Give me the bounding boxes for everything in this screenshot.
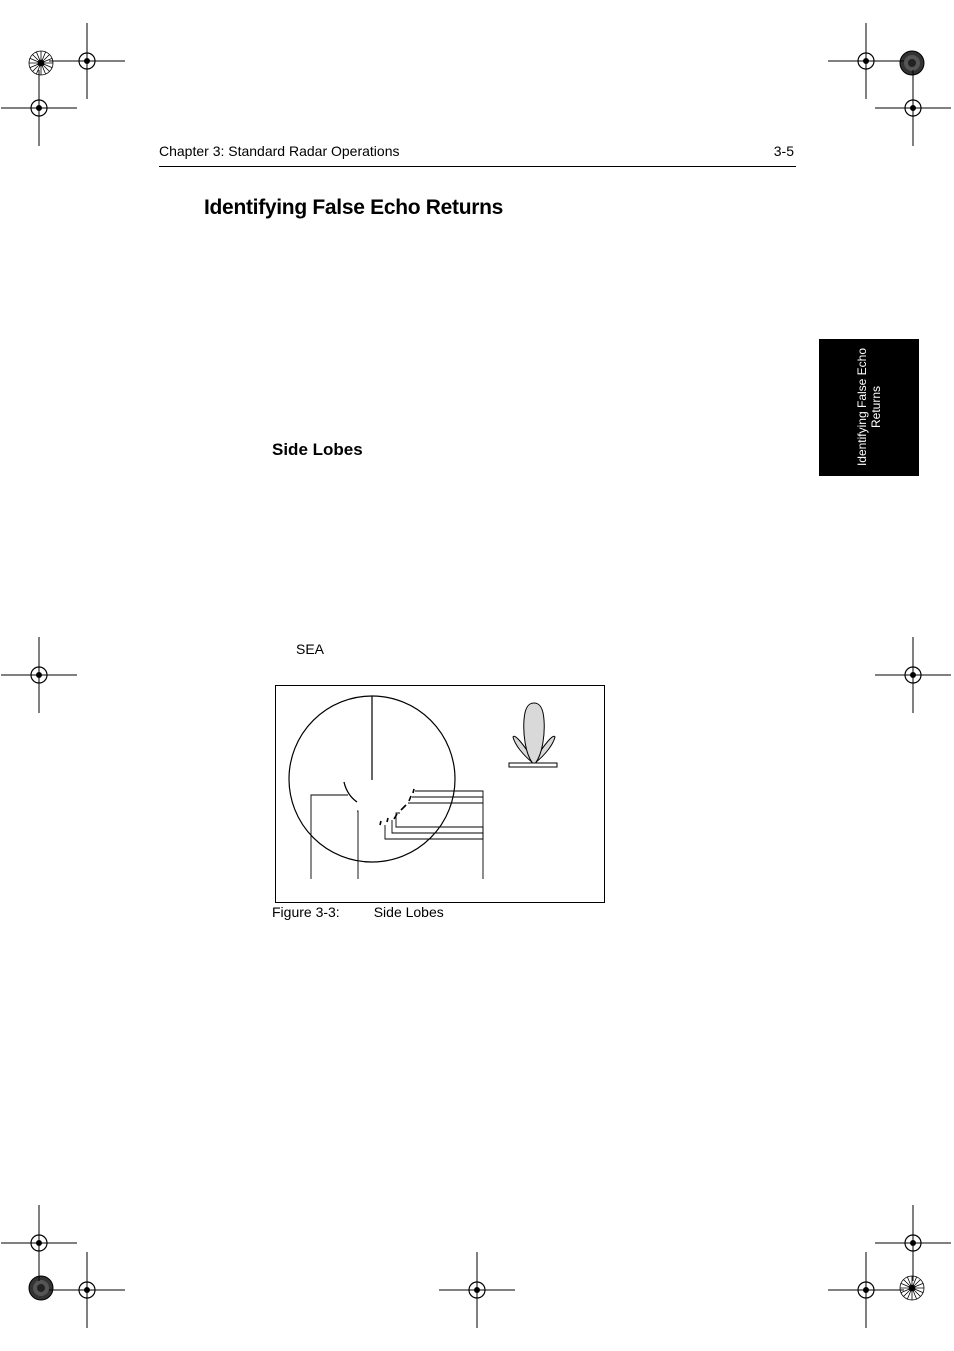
figure-frame [276, 686, 605, 903]
chapter-title: Chapter 3: Standard Radar Operations [159, 143, 400, 159]
section-title: Identifying False Echo Returns [204, 196, 504, 219]
running-header [159, 141, 796, 167]
figure-caption [272, 904, 444, 920]
section-thumb-tab-label: Identifying False Echo Returns [855, 347, 883, 467]
subsection-title: Side Lobes [272, 440, 363, 459]
page-number: 3-5 [773, 143, 794, 159]
sea-label: SEA [296, 641, 325, 657]
antenna-base [509, 763, 557, 767]
side-lobes-figure [275, 685, 606, 905]
section-thumb-tab [819, 339, 919, 476]
figure-title: Side Lobes [373, 904, 444, 920]
figure-number: Figure 3-3: [272, 904, 340, 920]
